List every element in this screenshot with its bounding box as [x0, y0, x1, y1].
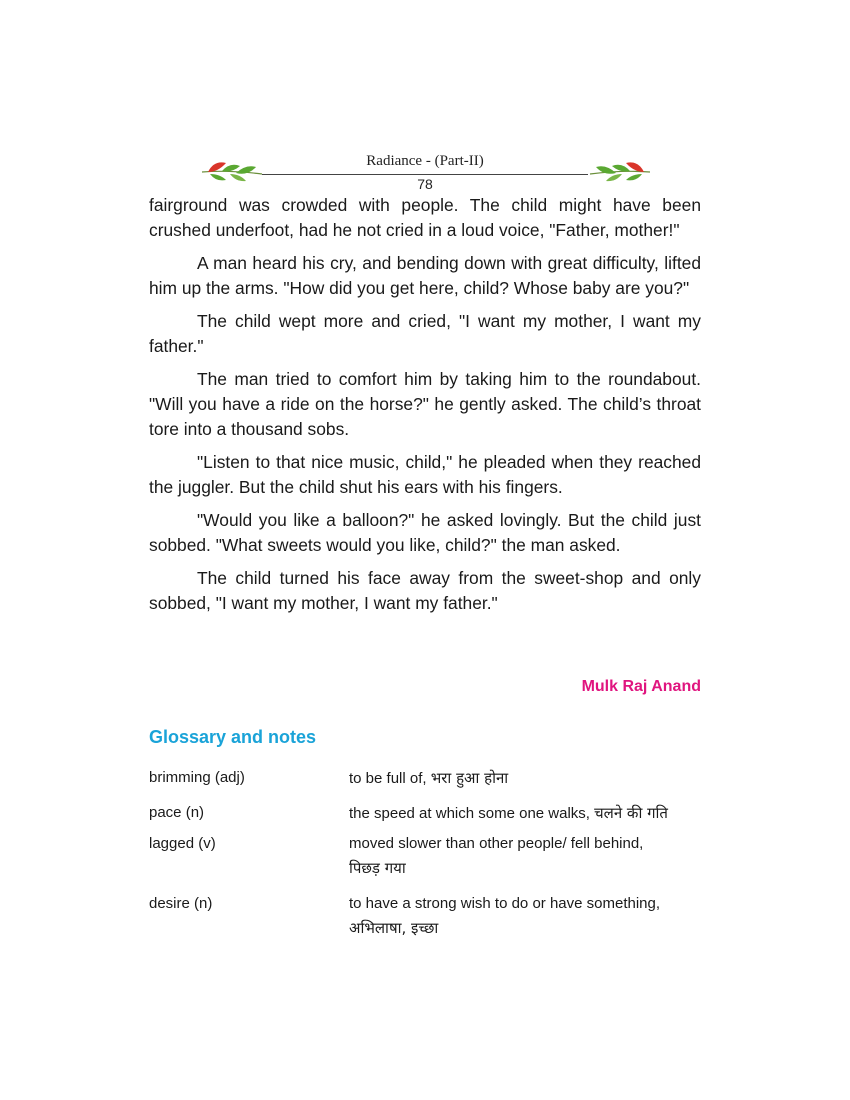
paragraph: The man tried to comfort him by taking him to the roundabout. "Will you have a ride on the horse?" he gently asked. The child’s throat tore into a thousand sobs. — [149, 369, 701, 439]
story-body — [149, 193, 701, 624]
glossary-term: pace (n) — [149, 804, 205, 821]
glossary-heading: Glossary and notes — [149, 727, 317, 747]
book-title: Radiance - (Part-II) — [366, 153, 484, 169]
glossary-definition — [349, 801, 709, 826]
glossary-term: desire (n) — [149, 895, 213, 912]
glossary-term: lagged (v) — [149, 835, 216, 852]
glossary-item — [149, 832, 709, 880]
definition-text: the speed at which some one walks, — [349, 805, 590, 822]
glossary-item — [149, 892, 709, 940]
paragraph: The child turned his face away from the sweet-shop and only sobbed, "I want my mother, I want my father." — [149, 568, 701, 613]
paragraph: "Listen to that nice music, child," he pleaded when they reached the juggler. But the child shut his ears with his fingers. — [149, 452, 701, 497]
definition-hindi: चलने की गति — [594, 804, 668, 822]
paragraph: fairground was crowded with people. The child might have been crushed underfoot, had he not cried in a loud voice, "Father, mother!" — [149, 195, 701, 240]
definition-hindi: भरा हुआ होना — [430, 769, 509, 787]
paragraph: "Would you like a balloon?" he asked lovingly. But the child just sobbed. "What sweets would you like, child?" the man asked. — [149, 510, 701, 555]
definition-text: moved slower than other people/ fell behind, — [349, 835, 644, 852]
glossary-definition — [349, 892, 709, 940]
header-divider — [262, 174, 588, 175]
definition-text: to have a strong wish to do or have something, — [349, 895, 661, 912]
glossary-item — [149, 801, 709, 826]
glossary-list — [149, 766, 709, 940]
definition-text: to be full of, — [349, 770, 427, 787]
glossary-definition — [349, 766, 709, 791]
definition-hindi: अभिलाषा, इच्छा — [349, 919, 439, 937]
glossary-item — [149, 766, 709, 791]
paragraph: A man heard his cry, and bending down with great difficulty, lifted him up the arms. "How did you get here, child? Whose baby are you?" — [149, 253, 701, 298]
paragraph: The child wept more and cried, "I want my mother, I want my father." — [149, 311, 701, 356]
glossary-term: brimming (adj) — [149, 769, 245, 786]
author-name: Mulk Raj Anand — [581, 678, 701, 695]
page-number: 78 — [417, 176, 433, 192]
glossary-definition — [349, 832, 709, 880]
definition-hindi: पिछड़ गया — [349, 859, 406, 877]
